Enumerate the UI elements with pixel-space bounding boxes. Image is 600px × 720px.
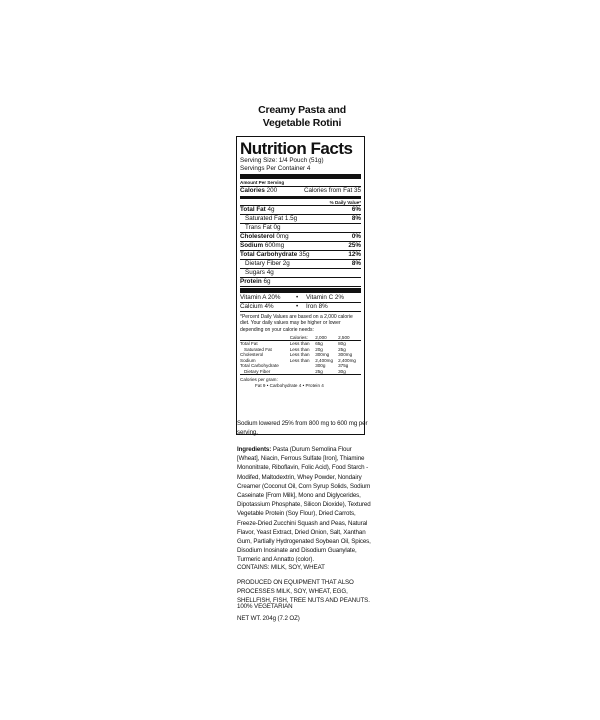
product-title — [237, 104, 367, 130]
divider-thick-2 — [240, 288, 361, 293]
nutrient-daily-value: 25% — [348, 242, 361, 250]
nutrient-row — [240, 269, 361, 278]
vitamin-row-2 — [240, 303, 361, 312]
nutrient-name: Trans Fat — [245, 224, 272, 232]
dv-table-cell: Calories: — [290, 335, 316, 341]
nutrient-daily-value: 12% — [348, 251, 361, 259]
nutrient-row — [240, 251, 361, 260]
ingredients-text: Pasta (Durum Semolina Flour [Wheat], Niacin, Ferrous Sulfate [Iron], Thiamine Mononitrate, Riboflavin, Folic Acid), Food Starch - Modifed, Maltodextrin, Whey Powder, Nondairy Creamer (Coconut Oil, Corn Syrup Solids, Sodium Caseinate [From Milk], Mono and Diglycerides, Dipotassium Phosphate, Silicon Dioxide), Textured Vegetable Protein (Soy Flour), Dried Carrots, Freeze-Dried Zucchini Squash and Peas, Natural Flavor, Yeast Extract, Dried Onion, Salt, Xanthan Gum, Partially Hydrogenated Soybean Oil, Spices, Disodium Inosinate and Disodium Guanylate, Turmeric and Annatto (color). — [237, 446, 371, 564]
vitamin-a: Vitamin A 20% — [240, 294, 281, 302]
nutrient-row — [240, 242, 361, 251]
dv-table-cell: 25g — [315, 368, 323, 374]
dv-table-cell: 300mg — [315, 352, 330, 358]
calories-from-fat: Calories from Fat 35 — [303, 186, 361, 194]
nutrient-daily-value: 8% — [351, 215, 361, 223]
nutrition-facts-panel — [236, 136, 365, 435]
nutrition-facts-heading: Nutrition Facts — [240, 139, 353, 158]
dv-table-cell: Saturated Fat — [244, 346, 272, 352]
bullet: • — [296, 303, 299, 311]
calories-value: 200 — [266, 186, 278, 194]
nutrient-amount: 2g — [282, 260, 290, 268]
vitamin-row-1 — [240, 294, 361, 303]
nutrient-name: Total Fat — [240, 206, 266, 214]
bullet: • — [296, 294, 299, 302]
nutrient-amount: 0mg — [276, 233, 289, 241]
nutrient-row — [240, 260, 361, 269]
sodium-note: Sodium lowered 25% from 800 mg to 600 mg per serving. — [237, 420, 368, 437]
nutrient-name: Sugars — [245, 269, 265, 277]
nutrient-amount: 0g — [273, 224, 281, 232]
nutrient-name: Protein — [240, 278, 262, 286]
dv-table-cell: 65g — [315, 341, 323, 347]
dv-table-cell: Less than — [289, 341, 310, 347]
dv-table-cell: 20g — [315, 346, 323, 352]
dv-table-row — [240, 369, 361, 375]
iron: Iron 8% — [306, 303, 328, 311]
nutrient-row — [240, 215, 361, 224]
dv-table-cell: 2,000 — [315, 335, 338, 341]
vegetarian-statement: 100% VEGETARIAN — [237, 603, 293, 610]
nutrient-name: Cholesterol — [240, 233, 275, 241]
dv-table-cell: Total Fat — [240, 341, 258, 347]
calories-label: Calories — [240, 186, 265, 194]
product-title-line-1: Creamy Pasta and — [258, 104, 346, 116]
calories-per-gram-label: Calories per gram: — [240, 376, 278, 382]
vitamin-c: Vitamin C 2% — [306, 294, 345, 302]
dv-table-cell: Sodium — [240, 357, 256, 363]
dv-table-cell: 300mg — [338, 352, 353, 358]
nutrient-amount: 4g — [266, 269, 274, 277]
dv-table-cell: 2,400mg — [315, 357, 334, 363]
dv-table-cell: Less than — [289, 346, 310, 352]
allergen-contains: CONTAINS: MILK, SOY, WHEAT — [237, 564, 325, 571]
nutrient-list — [240, 206, 361, 287]
dv-table-cell: Dietary Fiber — [244, 368, 271, 374]
dv-table-cell: 300g — [315, 363, 326, 369]
dv-table-cell: Cholesterol — [240, 352, 264, 358]
ingredients-block — [237, 445, 373, 565]
nutrient-row — [240, 233, 361, 242]
divider-thick — [240, 174, 361, 179]
daily-value-header: % Daily Value* — [240, 200, 361, 207]
nutrient-row — [240, 206, 361, 215]
dv-table-cell: 2,500 — [338, 335, 361, 341]
calcium: Calcium 4% — [240, 303, 274, 311]
dv-table-cell: Less than — [289, 357, 310, 363]
dv-table-cell: 2,400mg — [338, 357, 356, 363]
nutrient-name: Total Carbohydrate — [240, 251, 298, 259]
equipment-statement: PRODUCED ON EQUIPMENT THAT ALSO PROCESSES MILK, SOY, WHEAT, EGG, SHELLFISH, FISH, TREE NUTS AND PEANUTS. — [237, 579, 370, 605]
nutrient-daily-value: 0% — [351, 233, 361, 241]
dv-table-cell: Less than — [289, 352, 310, 358]
nutrient-row — [240, 278, 361, 287]
calories-row — [240, 187, 361, 195]
nutrient-row — [240, 224, 361, 233]
servings-per-container: Servings Per Container 4 — [240, 165, 311, 172]
dv-table-cell: 80g — [338, 341, 346, 347]
nutrient-amount: 6g — [263, 278, 271, 286]
dv-table-row — [240, 352, 361, 357]
nutrient-amount: 1.5g — [284, 215, 298, 223]
nutrient-amount: 35g — [299, 251, 310, 259]
divider-medium — [240, 196, 361, 199]
dv-table-cell: 25g — [338, 346, 346, 352]
nutrient-daily-value: 6% — [351, 206, 361, 214]
nutrient-name: Saturated Fat — [245, 215, 284, 223]
daily-value-footnote: *Percent Daily Values are based on a 2,000 calorie diet. Your daily values may be higher or lower depending on your calorie needs: — [240, 314, 353, 333]
amount-per-serving: Amount Per Serving — [240, 180, 361, 187]
nutrient-name: Dietary Fiber — [245, 260, 282, 268]
serving-size: Serving Size: 1/4 Pouch (51g) — [240, 157, 324, 164]
nutrient-amount: 600mg — [264, 242, 285, 250]
dv-table-cell: Total Carbohydrate — [240, 363, 279, 369]
nutrient-amount: 4g — [267, 206, 275, 214]
net-weight: NET WT. 204g (7.2 OZ) — [237, 615, 300, 622]
nutrient-daily-value: 8% — [351, 260, 361, 268]
calories-per-gram: Fat 9 • Carbohydrate 4 • Protein 4 — [255, 382, 324, 388]
dv-table-cell: 375g — [338, 363, 349, 369]
nutrient-name: Sodium — [240, 242, 264, 250]
product-title-line-2: Vegetable Rotini — [262, 117, 342, 129]
ingredients-label: Ingredients: — [237, 446, 272, 453]
daily-value-table — [240, 335, 361, 375]
dv-table-cell: 30g — [338, 368, 346, 374]
dv-table-cell — [290, 369, 316, 375]
